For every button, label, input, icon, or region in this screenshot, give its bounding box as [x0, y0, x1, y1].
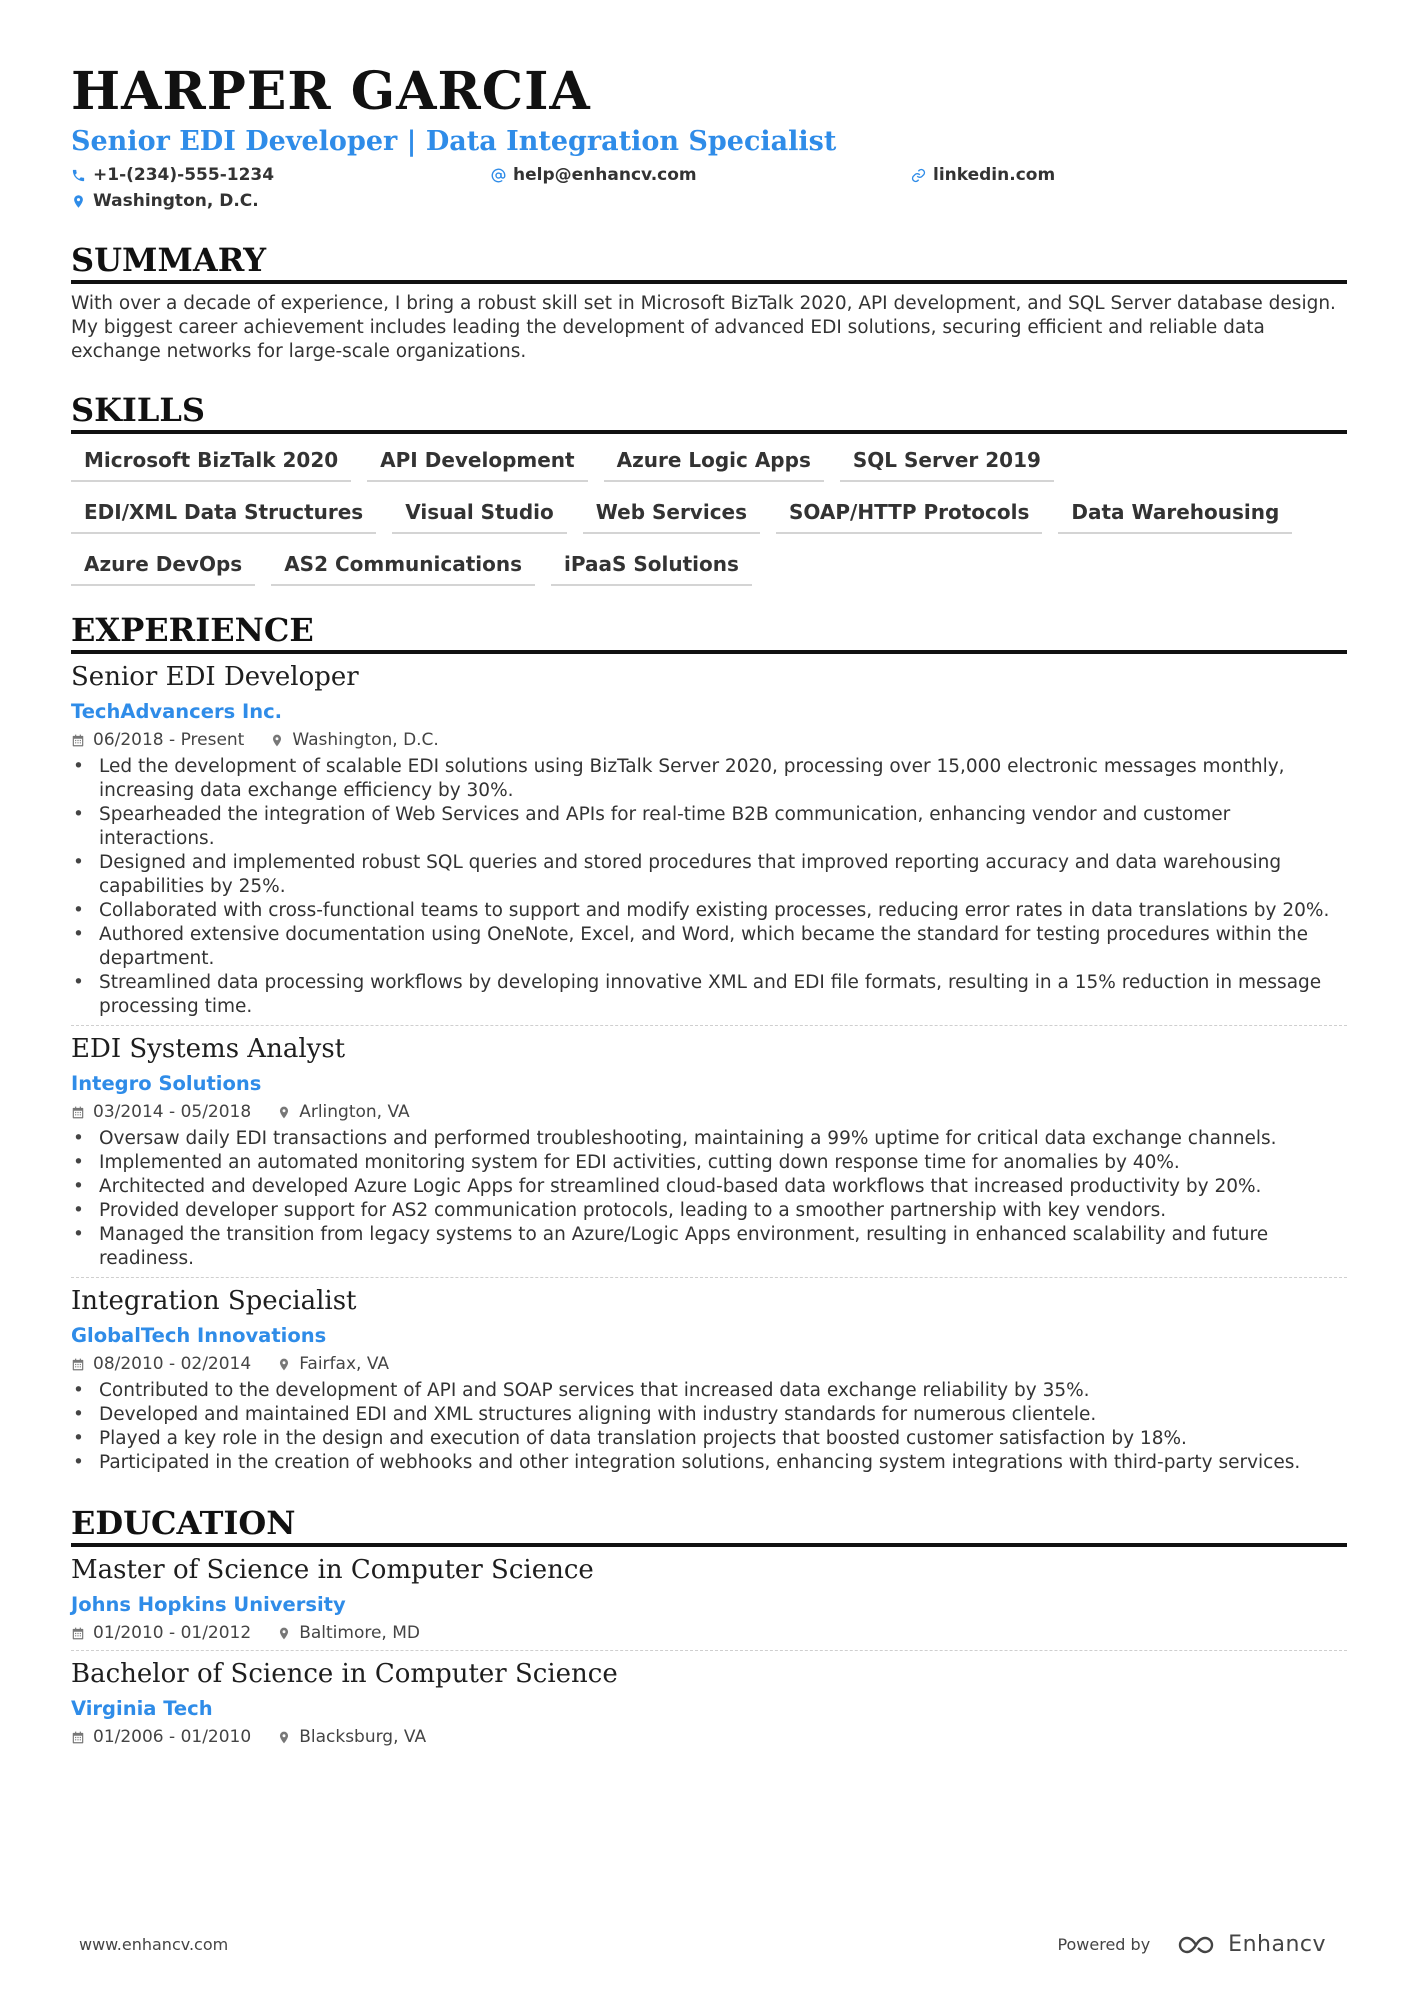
- experience-heading: EXPERIENCE: [71, 610, 1347, 654]
- candidate-name: HARPER GARCIA: [71, 61, 591, 122]
- job-dates: 03/2014 - 05/2018: [93, 1102, 252, 1122]
- location-row: [71, 188, 1347, 214]
- skill-tag: Microsoft BizTalk 2020: [71, 444, 351, 482]
- job-dates: 06/2018 - Present: [93, 730, 245, 750]
- job-bullet: • Participated in the creation of webhooks and other integration solutions, enhancing system integrations with third-party services.: [71, 1451, 1347, 1475]
- education-dates: 01/2010 - 01/2012: [93, 1623, 252, 1643]
- location-pin-icon: [277, 1105, 291, 1120]
- job-entry: [71, 660, 1347, 1026]
- education-location: Blacksburg, VA: [299, 1727, 427, 1747]
- job-bullet: • Architected and developed Azure Logic Apps for streamlined cloud-based data workflows that increased productivity by 20%.: [71, 1175, 1347, 1199]
- skill-tag: EDI/XML Data Structures: [71, 496, 376, 534]
- education-divider: [71, 1650, 1347, 1651]
- summary-section: [71, 240, 1347, 364]
- job-bullets: [71, 755, 1347, 1019]
- job-bullet: • Authored extensive documentation using OneNote, Excel, and Word, which became the standard for testing procedures within the department.: [71, 923, 1347, 971]
- location-pin-icon: [277, 1357, 291, 1372]
- job-role: Senior EDI Developer: [71, 662, 359, 692]
- job-location: Arlington, VA: [299, 1102, 410, 1122]
- location-pin-icon: [71, 194, 86, 209]
- skill-tag: SOAP/HTTP Protocols: [776, 496, 1042, 534]
- job-bullet: • Collaborated with cross-functional teams to support and modify existing processes, reducing error rates in data translations by 20%.: [71, 899, 1347, 923]
- job-meta: [71, 1353, 1347, 1375]
- skill-tag: iPaaS Solutions: [551, 548, 752, 586]
- email-text: help@enhancv.com: [513, 165, 697, 185]
- job-bullet: • Provided developer support for AS2 communication protocols, leading to a smoother partnership with key vendors.: [71, 1199, 1347, 1223]
- education-degree: Master of Science in Computer Science: [71, 1555, 594, 1585]
- powered-by-label: Powered by: [1057, 1935, 1151, 1954]
- skills-list: [71, 444, 1347, 600]
- linkedin-text: linkedin.com: [933, 165, 1056, 185]
- job-bullet: • Managed the transition from legacy systems to an Azure/Logic Apps environment, resulting in enhanced scalability and future readiness.: [71, 1223, 1347, 1271]
- link-icon: [911, 168, 926, 183]
- candidate-title: Senior EDI Developer | Data Integration Specialist: [71, 126, 837, 157]
- skill-tag: Azure DevOps: [71, 548, 255, 586]
- job-bullet: • Developed and maintained EDI and XML structures aligning with industry standards for numerous clientele.: [71, 1403, 1347, 1427]
- page-footer: [79, 1932, 1326, 1957]
- job-company[interactable]: Integro Solutions: [71, 1072, 262, 1095]
- at-icon: [491, 168, 506, 183]
- education-section: [71, 1503, 1347, 1748]
- skill-tag: Data Warehousing: [1058, 496, 1292, 534]
- contact-row: [71, 162, 1347, 188]
- job-entry: [71, 1284, 1347, 1475]
- job-bullet: • Streamlined data processing workflows by developing innovative XML and EDI file formats, resulting in a 15% reduction in message processing time.: [71, 971, 1347, 1019]
- location-contact: [71, 188, 259, 214]
- education-entry: [71, 1657, 1347, 1748]
- job-bullet: • Designed and implemented robust SQL queries and stored procedures that improved reporting accuracy and data warehousing capabilities by 25%.: [71, 851, 1347, 899]
- education-meta: [71, 1726, 1347, 1748]
- education-degree: Bachelor of Science in Computer Science: [71, 1659, 618, 1689]
- footer-website[interactable]: www.enhancv.com: [79, 1935, 229, 1954]
- email-contact[interactable]: [491, 162, 911, 188]
- job-bullet: • Played a key role in the design and execution of data translation projects that boosted customer satisfaction by 18%.: [71, 1427, 1347, 1451]
- skill-tag: Visual Studio: [392, 496, 567, 534]
- job-bullet: • Spearheaded the integration of Web Services and APIs for real-time B2B communication, enhancing vendor and customer interactions.: [71, 803, 1347, 851]
- location-pin-icon: [270, 733, 284, 748]
- skill-tag: API Development: [367, 444, 587, 482]
- job-bullet: • Contributed to the development of API and SOAP services that increased data exchange reliability by 35%.: [71, 1379, 1347, 1403]
- job-bullet: • Oversaw daily EDI transactions and performed troubleshooting, maintaining a 99% uptime for critical data exchange channels.: [71, 1127, 1347, 1151]
- job-location: Washington, D.C.: [292, 730, 439, 750]
- summary-heading: SUMMARY: [71, 240, 1347, 284]
- location-text: Washington, D.C.: [93, 191, 259, 211]
- skills-section: [71, 390, 1347, 600]
- calendar-icon: [71, 1626, 85, 1641]
- education-location: Baltimore, MD: [299, 1623, 420, 1643]
- education-entry: [71, 1553, 1347, 1651]
- phone-text: +1-(234)-555-1234: [93, 165, 275, 185]
- enhancv-logo-icon: [1176, 1933, 1220, 1957]
- job-dates: 08/2010 - 02/2014: [93, 1354, 252, 1374]
- skill-tag: Web Services: [583, 496, 760, 534]
- job-meta: [71, 1101, 1347, 1123]
- job-bullets: [71, 1127, 1347, 1271]
- education-heading: EDUCATION: [71, 1503, 1347, 1547]
- education-school[interactable]: Johns Hopkins University: [71, 1593, 346, 1616]
- job-company[interactable]: TechAdvancers Inc.: [71, 700, 283, 723]
- job-bullets: [71, 1379, 1347, 1475]
- job-meta: [71, 729, 1347, 751]
- education-meta: [71, 1622, 1347, 1644]
- skills-heading: SKILLS: [71, 390, 1347, 434]
- linkedin-contact[interactable]: [911, 162, 1055, 188]
- skill-tag: Azure Logic Apps: [604, 444, 824, 482]
- job-bullet: • Led the development of scalable EDI solutions using BizTalk Server 2020, processing over 15,000 electronic messages monthly, increasing data exchange efficiency by 30%.: [71, 755, 1347, 803]
- calendar-icon: [71, 733, 85, 748]
- job-role: Integration Specialist: [71, 1286, 357, 1316]
- skill-tag: AS2 Communications: [271, 548, 535, 586]
- education-school[interactable]: Virginia Tech: [71, 1697, 213, 1720]
- experience-section: [71, 610, 1347, 1475]
- location-pin-icon: [277, 1730, 291, 1745]
- location-pin-icon: [277, 1626, 291, 1641]
- calendar-icon: [71, 1357, 85, 1372]
- calendar-icon: [71, 1105, 85, 1120]
- education-dates: 01/2006 - 01/2010: [93, 1727, 252, 1747]
- summary-text: With over a decade of experience, I bring a robust skill set in Microsoft BizTalk 2020, API development, and SQL Server database design. My biggest career achievement includes leading the development of advanced EDI solutions, securing efficient and reliable data exchange networks for large-scale organizations.: [71, 293, 1336, 362]
- job-role: EDI Systems Analyst: [71, 1034, 346, 1064]
- job-company[interactable]: GlobalTech Innovations: [71, 1324, 327, 1347]
- phone-icon: [71, 168, 86, 183]
- powered-by: [1057, 1932, 1326, 1957]
- job-entry: [71, 1032, 1347, 1278]
- skill-tag: SQL Server 2019: [840, 444, 1054, 482]
- resume-page: [71, 62, 1347, 1748]
- enhancv-logo[interactable]: [1176, 1932, 1326, 1957]
- job-bullet: • Implemented an automated monitoring system for EDI activities, cutting down response time for anomalies by 40%.: [71, 1151, 1347, 1175]
- calendar-icon: [71, 1730, 85, 1745]
- job-divider: [71, 1025, 1347, 1026]
- phone-contact[interactable]: [71, 162, 491, 188]
- job-location: Fairfax, VA: [299, 1354, 389, 1374]
- job-divider: [71, 1277, 1347, 1278]
- enhancv-logo-text: Enhancv: [1228, 1932, 1326, 1957]
